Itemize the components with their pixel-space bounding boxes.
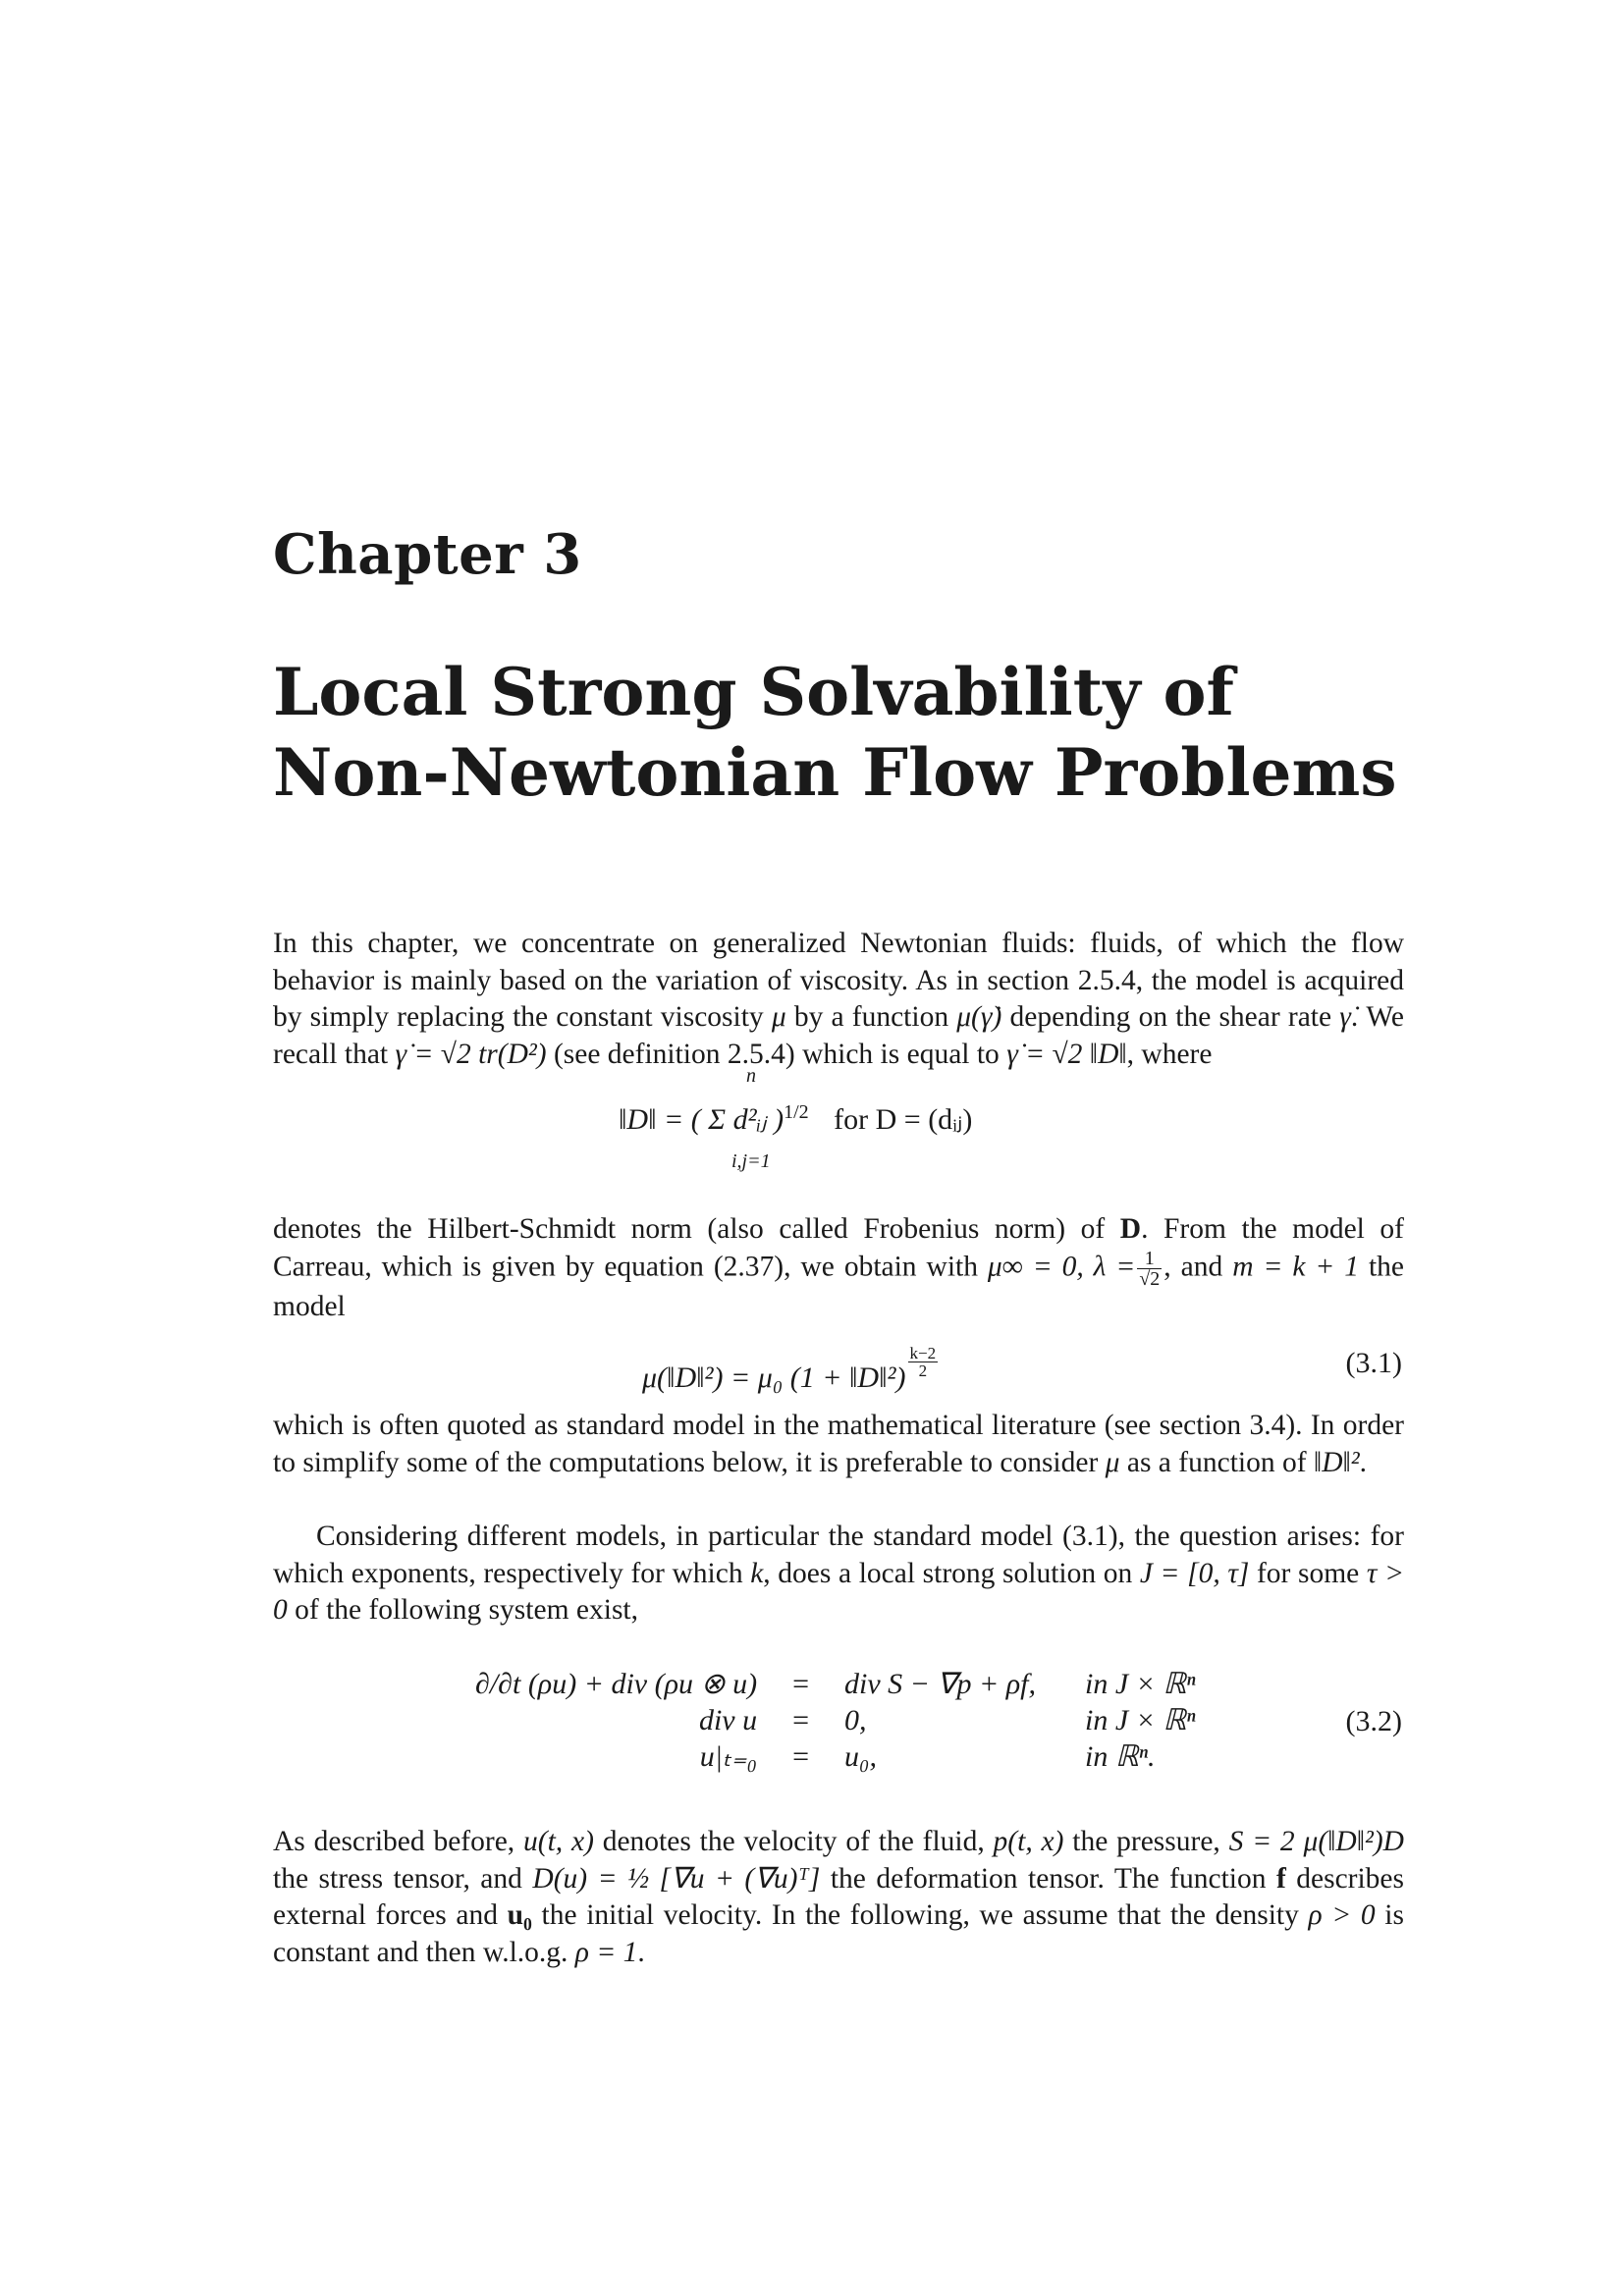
hs-paragraph: denotes the Hilbert-Schmidt norm (also called Frobenius norm) of D. From the model of Carreau, which is given by equation (2.37), we obtain with μ∞ = 0, λ = $\frac{1}{√2}$ , and m = k + 1 the model [273, 1213, 1405, 1322]
final-paragraph: As described before, u(t, x) denotes the velocity of the fluid, p(t, x) the pressure, S = 2 μ(‖D‖²)D the stress tensor, and D(u) = ½ [∇u + (∇u)ᵀ] the deformation tensor. The function f describes external forces and u₀ the initial velocity. In the following, we assume that the density ρ > 0 is constant and then w.l.o.g. ρ = 1. [273, 1826, 1405, 1968]
intro-paragraph: In this chapter, we concentrate on generalized Newtonian fluids: fluids, of which the flow behavior is mainly based on the variation of viscosity. As in section 2.5.4, the model is acquired by simply replacing the constant viscosity μ by a function μ(γ̇) depending on the shear rate γ̇. We recall that γ̇ = √2 tr(D²) (see definition 2.5.4) which is equal to γ̇ = √2 ‖D‖, where [273, 928, 1404, 1070]
sum-lower-limit: i,j=1 [731, 1150, 771, 1172]
equation-number-3-1: (3.1) [1345, 1347, 1402, 1379]
after-3-1-paragraph: which is often quoted as standard model in the mathematical literature (see section 3.4). In order to simplify some of the computations below, it is preferable to consider μ as a function of ‖D‖². [273, 1410, 1404, 1478]
chapter-title-line-1: Local Strong Solvability of [273, 654, 1234, 730]
equation-number-3-2: (3.2) [1345, 1705, 1402, 1737]
system-row: div u = 0, in J × ℝⁿ [698, 1703, 1196, 1736]
chapter-label: Chapter 3 [273, 522, 582, 587]
equation-system-3-2 [461, 1666, 1210, 1775]
chapter-title [273, 652, 1451, 813]
system-row: u|ₜ₌₀ = u₀, in ℝⁿ. [699, 1739, 1156, 1773]
fraction-1-over-sqrt2: $\frac{1}{√2}$ [1139, 1247, 1161, 1290]
exponent-fraction: $\frac{k-2}{2}$ [909, 1344, 937, 1380]
chapter-title-line-2: Non-Newtonian Flow Problems [273, 734, 1397, 811]
norm-equation: ‖D‖ = ( Σ d²ᵢⱼ )$^{1/2}$ for D = (dᵢⱼ) [619, 1101, 973, 1136]
models-paragraph: Considering different models, in particular the standard model (3.1), the question arises: for which exponents, respectively for which k, does a local strong solution on J = [0, τ] for some τ > 0 of the following system exist, [273, 1521, 1404, 1626]
system-row: ∂/∂t (ρu) + div (ρu ⊗ u) = div S − ∇p + ρf, in J × ℝⁿ [475, 1667, 1196, 1700]
sum-upper-limit: n [746, 1065, 756, 1087]
equation-3-1: μ(‖D‖²) = μ₀ (1 + ‖D‖²) $\frac{k-2}{2}$ [642, 1344, 937, 1394]
